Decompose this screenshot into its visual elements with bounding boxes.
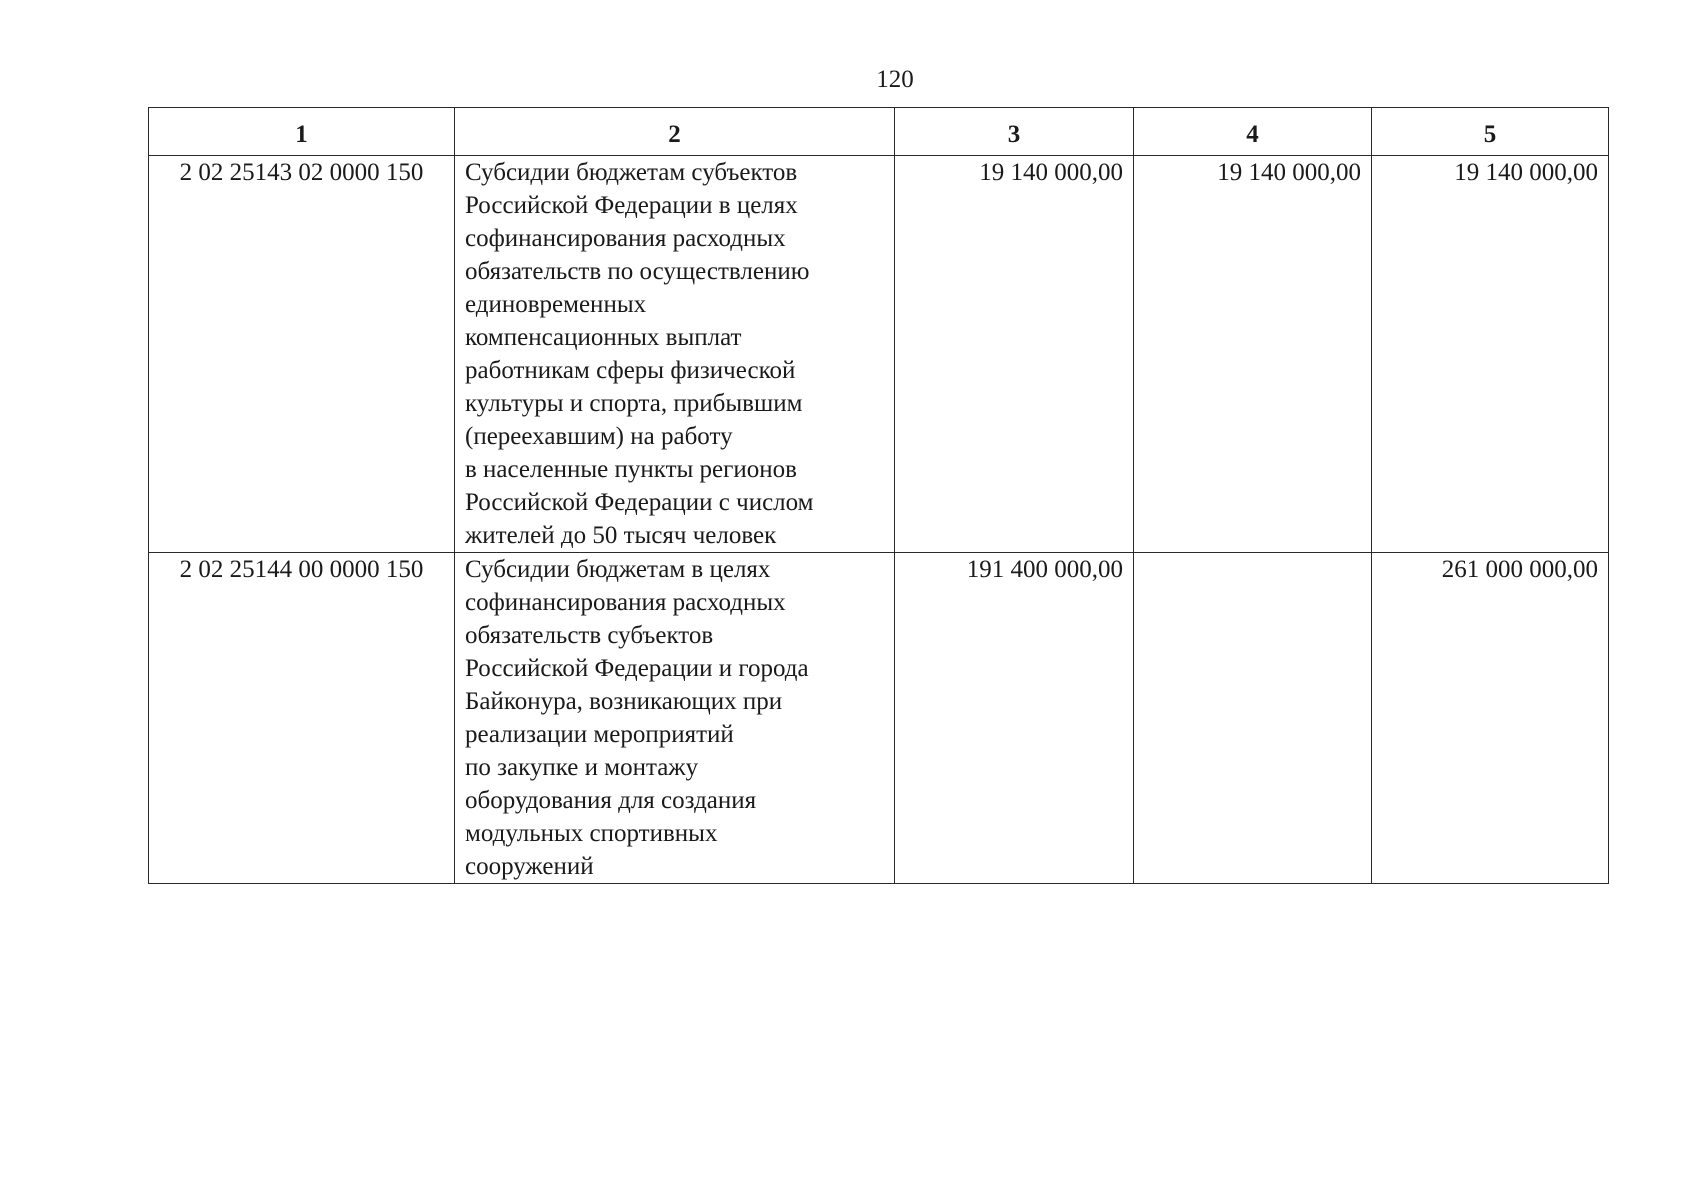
- column-header-4: 4: [1134, 108, 1372, 156]
- table-row: [149, 156, 1609, 553]
- column-header-1: 1: [149, 108, 455, 156]
- table-header-row: [149, 108, 1609, 156]
- page-number: 120: [876, 66, 914, 93]
- column-header-5: 5: [1372, 108, 1609, 156]
- budget-table: [148, 107, 1609, 884]
- budget-code-cell: 2 02 25143 02 0000 150: [149, 156, 455, 553]
- budget-code-cell: 2 02 25144 00 0000 150: [149, 553, 455, 884]
- amount-col4-cell: 19 140 000,00: [1134, 156, 1372, 553]
- description-cell: Субсидии бюджетам субъектов Российской Федерации в целях софинансирования расходных обязательств по осуществлению единовременных компенсационных выплат работникам сферы физической культуры и спорта, прибывшим (переехавшим) на работу в населенные пункты регионов Российской Федерации с числом жителей до 50 тысяч человек: [455, 156, 895, 553]
- description-cell: Субсидии бюджетам в целях софинансирования расходных обязательств субъектов Российской Федерации и города Байконура, возникающих при реализации мероприятий по закупке и монтажу оборудования для создания модульных спортивных сооружений: [455, 553, 895, 884]
- column-header-2: 2: [455, 108, 895, 156]
- amount-col5-cell: 261 000 000,00: [1372, 553, 1609, 884]
- column-header-3: 3: [895, 108, 1134, 156]
- amount-col3-cell: 191 400 000,00: [895, 553, 1134, 884]
- amount-col4-cell: [1134, 553, 1372, 884]
- amount-col5-cell: 19 140 000,00: [1372, 156, 1609, 553]
- amount-col3-cell: 19 140 000,00: [895, 156, 1134, 553]
- table-row: [149, 553, 1609, 884]
